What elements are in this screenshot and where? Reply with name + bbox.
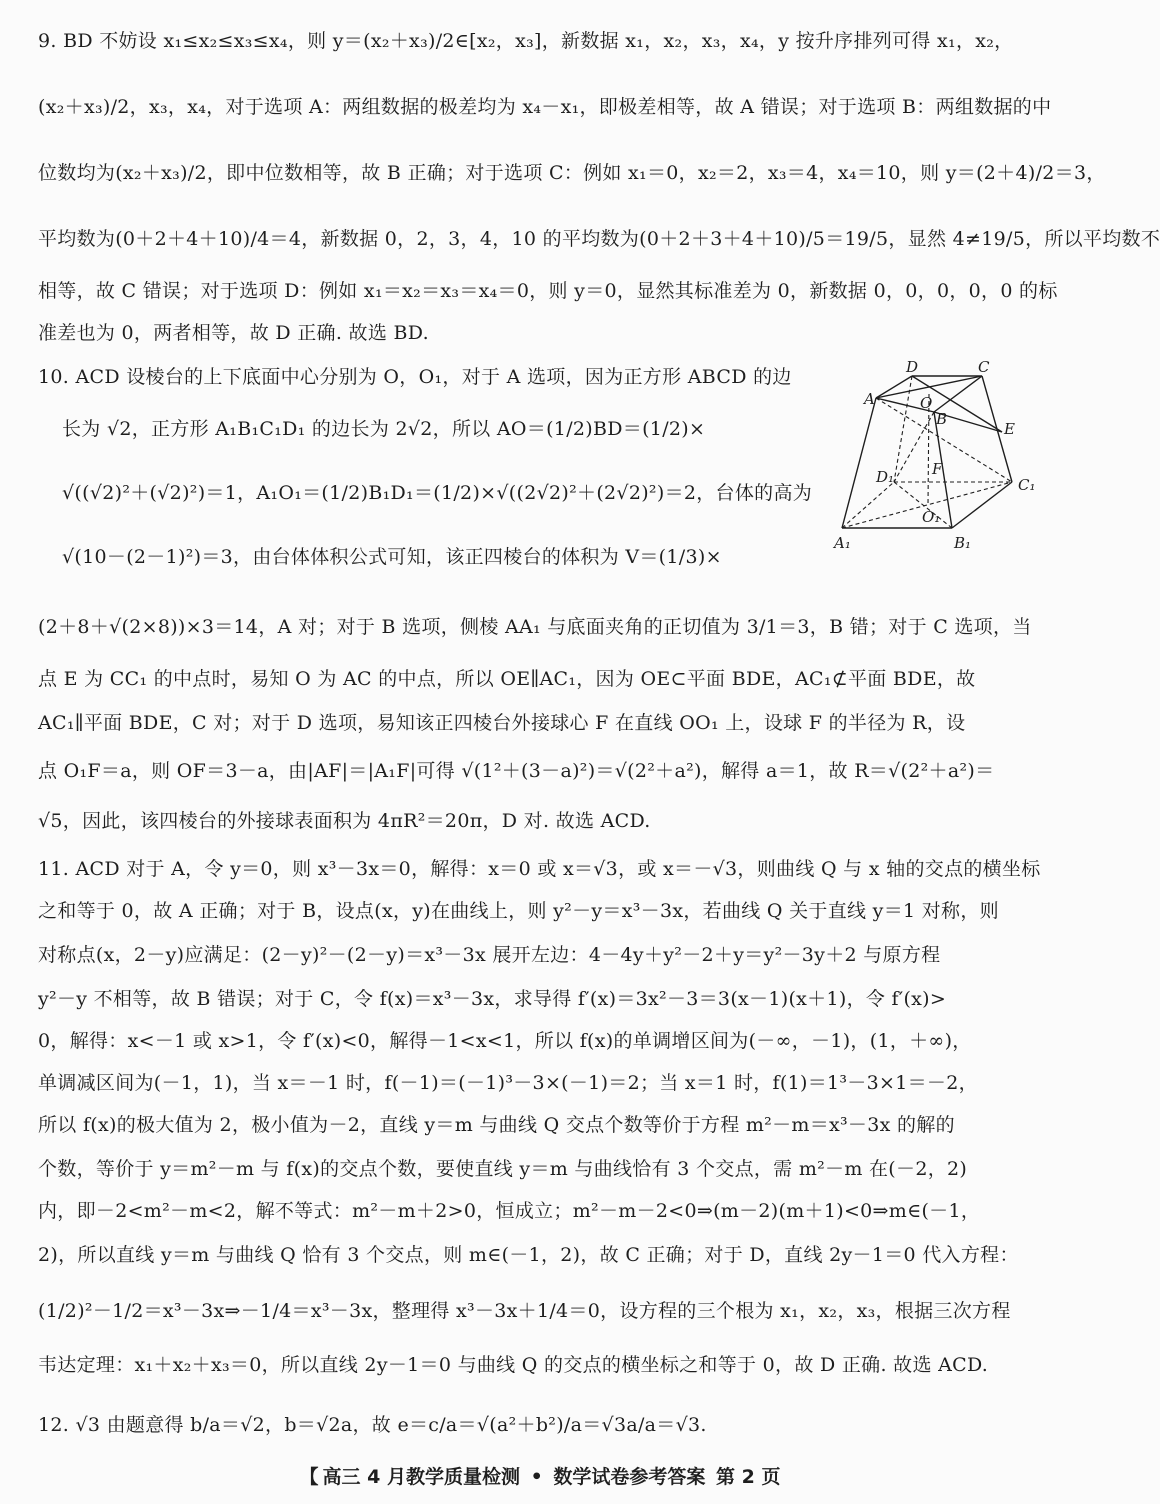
q10-line-2: 长为 √2，正方形 A₁B₁C₁D₁ 的边长为 2√2，所以 AO＝(1/2)BD＝(1/2)× — [62, 418, 706, 440]
label-O1: O₁ — [922, 508, 941, 526]
q11-line-10: 2)，所以直线 y＝m 与曲线 Q 恰有 3 个交点，则 m∈(－1，2)，故 C 正确；对于 D，直线 2y－1＝0 代入方程： — [38, 1244, 1019, 1266]
label-D: D — [906, 358, 919, 376]
q11-line-5: 0，解得：x<－1 或 x>1，令 f′(x)<0，解得－1<x<1，所以 f(x)的单调增区间为(－∞，－1)，(1，＋∞)， — [38, 1030, 972, 1052]
footer-dot: • — [530, 1466, 543, 1488]
page-footer — [0, 1462, 1080, 1489]
q9-line-4: 平均数为(0＋2＋4＋10)/4＝4，新数据 0，2，3，4，10 的平均数为(0＋2＋3＋4＋10)/5＝19/5，显然 4≠19/5，所以平均数不 — [38, 228, 1160, 250]
label-E: E — [1004, 420, 1015, 438]
q11-line-2: 之和等于 0，故 A 正确；对于 B，设点(x，y)在曲线上，则 y²－y＝x³－3x，若曲线 Q 关于直线 y＝1 对称，则 — [38, 900, 999, 922]
q10-line-6: 点 E 为 CC₁ 的中点时，易知 O 为 AC 的中点，所以 OE∥AC₁，因为 OE⊂平面 BDE，AC₁⊄平面 BDE，故 — [38, 668, 976, 690]
label-O: O — [920, 394, 933, 412]
footer-bracket: 【 — [299, 1466, 319, 1488]
q11-line-8: 个数，等价于 y＝m²－m 与 f(x)的交点个数，要使直线 y＝m 与曲线恰有 3 个交点，需 m²－m 在(－2，2) — [38, 1158, 968, 1180]
label-B: B — [936, 410, 948, 428]
q9-line-2: (x₂＋x₃)/2，x₃，x₄，对于选项 A：两组数据的极差均为 x₄－x₁，即极差相等，故 A 错误；对于选项 B：两组数据的中 — [38, 96, 1052, 118]
q10-line-8: 点 O₁F＝a，则 OF＝3－a，由|AF|＝|A₁F|可得 √(1²＋(3－a)²)＝√(2²＋a²)，解得 a＝1，故 R＝√(2²＋a²)＝ — [38, 760, 995, 782]
footer-subject: 数学试卷参考答案 — [553, 1466, 706, 1488]
q11-line-9: 内，即－2<m²－m<2，解不等式：m²－m＋2>0，恒成立；m²－m－2<0⇒(m－2)(m＋1)<0⇒m∈(－1， — [38, 1200, 981, 1222]
label-A: A — [864, 390, 875, 408]
label-F: F — [932, 460, 943, 478]
q11-line-12: 韦达定理：x₁＋x₂＋x₃＝0，所以直线 2y－1＝0 与曲线 Q 的交点的横坐标之和等于 0，故 D 正确. 故选 ACD. — [38, 1354, 989, 1376]
q10-line-7: AC₁∥平面 BDE，C 对；对于 D 选项，易知该正四棱台外接球心 F 在直线 OO₁ 上，设球 F 的半径为 R，设 — [38, 712, 966, 734]
q11-line-4: y²－y 不相等，故 B 错误；对于 C，令 f(x)＝x³－3x，求导得 f′(x)＝3x²－3＝3(x－1)(x＋1)，令 f′(x)> — [38, 988, 947, 1010]
label-C: C — [978, 358, 990, 376]
frustum-figure — [832, 358, 1042, 562]
q9-line-5: 相等，故 C 错误；对于选项 D：例如 x₁＝x₂＝x₃＝x₄＝0，则 y＝0，显然其标准差为 0，新数据 0，0，0，0，0 的标 — [38, 280, 1058, 302]
q9-line-3: 位数均为(x₂＋x₃)/2，即中位数相等，故 B 正确；对于选项 C：例如 x₁＝0，x₂＝2，x₃＝4，x₄＝10，则 y＝(2＋4)/2＝3， — [38, 162, 1106, 184]
q11-line-1: 11. ACD 对于 A，令 y＝0，则 x³－3x＝0，解得：x＝0 或 x＝√3，或 x＝－√3，则曲线 Q 与 x 轴的交点的横坐标 — [38, 858, 1041, 880]
q10-line-1: 10. ACD 设棱台的上下底面中心分别为 O，O₁，对于 A 选项，因为正方形 ABCD 的边 — [38, 366, 792, 388]
q10-line-5: (2＋8＋√(2×8))×3＝14，A 对；对于 B 选项，侧棱 AA₁ 与底面夹角的正切值为 3/1＝3，B 错；对于 C 选项，当 — [38, 616, 1032, 638]
label-B1: B₁ — [954, 534, 972, 552]
q10-line-3: √((√2)²＋(√2)²)＝1，A₁O₁＝(1/2)B₁D₁＝(1/2)×√((2√2)²＋(2√2)²)＝2，台体的高为 — [62, 482, 813, 504]
label-A1: A₁ — [834, 534, 851, 552]
label-C1: C₁ — [1018, 476, 1036, 494]
q11-line-11: (1/2)²－1/2＝x³－3x⇒－1/4＝x³－3x，整理得 x³－3x＋1/4＝0，设方程的三个根为 x₁，x₂，x₃，根据三次方程 — [38, 1300, 1011, 1322]
label-D1: D₁ — [876, 468, 895, 486]
q11-line-7: 所以 f(x)的极大值为 2，极小值为－2，直线 y＝m 与曲线 Q 交点个数等价于方程 m²－m＝x³－3x 的解的 — [38, 1114, 955, 1136]
q11-line-3: 对称点(x，2－y)应满足：(2－y)²－(2－y)＝x³－3x 展开左边：4－4y＋y²－2＋y＝y²－3y＋2 与原方程 — [38, 944, 941, 966]
footer-exam-title: 高三 4 月教学质量检测 — [322, 1466, 520, 1488]
q10-line-9: √5，因此，该四棱台的外接球表面积为 4πR²＝20π，D 对. 故选 ACD. — [38, 810, 651, 832]
footer-page-number: 第 2 页 — [716, 1466, 781, 1488]
q9-line-1: 9. BD 不妨设 x₁≤x₂≤x₃≤x₄，则 y＝(x₂＋x₃)/2∈[x₂，x₃]，新数据 x₁，x₂，x₃，x₄，y 按升序排列可得 x₁，x₂， — [38, 30, 1014, 52]
q10-line-4: √(10－(2－1)²)＝3，由台体体积公式可知，该正四棱台的体积为 V＝(1/3)× — [62, 546, 722, 568]
q9-line-6: 准差也为 0，两者相等，故 D 正确. 故选 BD. — [38, 322, 429, 344]
q11-line-6: 单调减区间为(－1，1)，当 x＝－1 时，f(－1)＝(－1)³－3×(－1)＝2；当 x＝1 时，f(1)＝1³－3×1＝－2， — [38, 1072, 978, 1094]
q12-line: 12. √3 由题意得 b/a＝√2，b＝√2a，故 e＝c/a＝√(a²＋b²)/a＝√3a/a＝√3. — [38, 1414, 707, 1436]
